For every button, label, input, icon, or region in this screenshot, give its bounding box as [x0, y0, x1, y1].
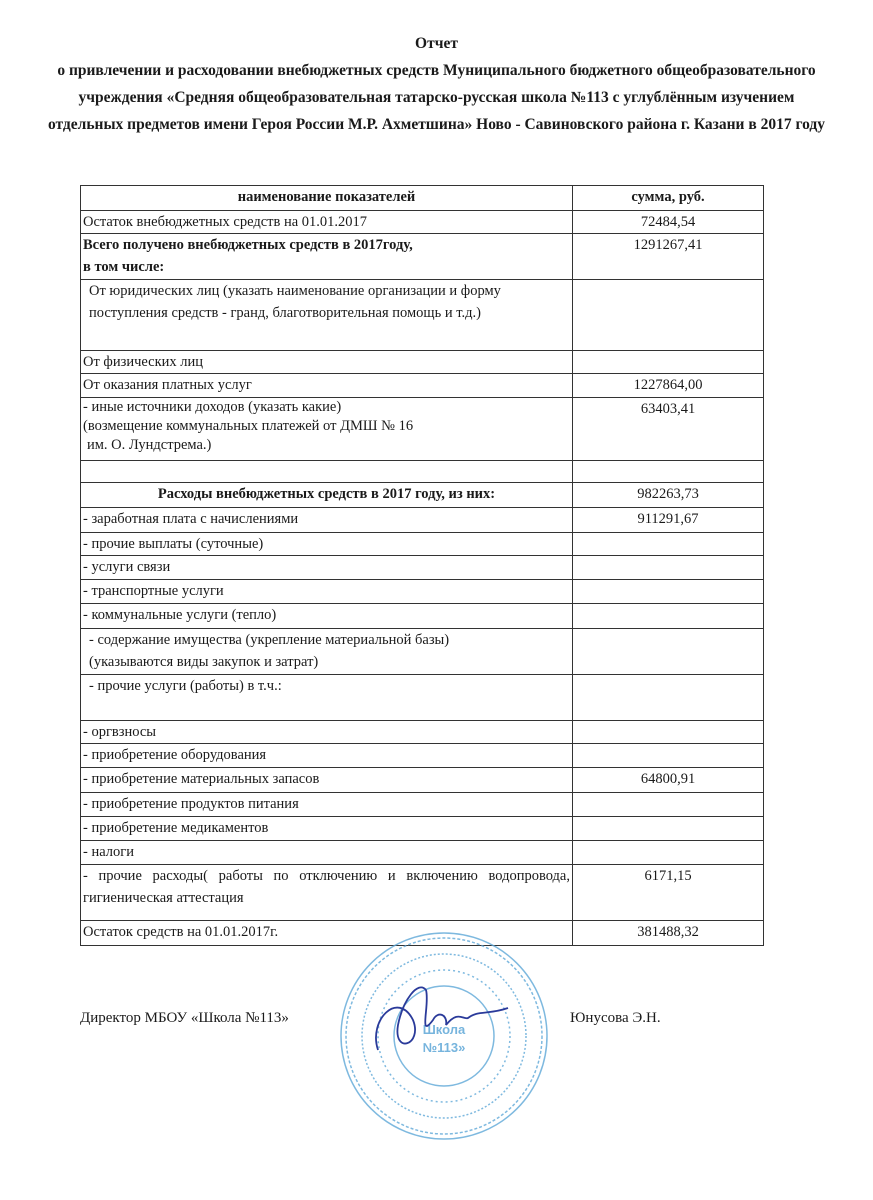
row-label: - приобретение продуктов питания — [81, 793, 573, 817]
table-row — [81, 865, 764, 921]
table-row — [81, 604, 764, 629]
row-amount: 1227864,00 — [573, 374, 764, 398]
table-row — [81, 461, 764, 483]
row-amount — [573, 744, 764, 768]
table-row — [81, 629, 764, 675]
row-amount — [573, 629, 764, 675]
row-amount: 911291,67 — [573, 508, 764, 533]
table-row — [81, 280, 764, 351]
header-indicator: наименование показателей — [81, 186, 573, 211]
table-row — [81, 483, 764, 508]
row-label: - транспортные услуги — [81, 580, 573, 604]
row-label — [81, 629, 573, 675]
row-label: - прочие выплаты (суточные) — [81, 533, 573, 556]
table-row — [81, 580, 764, 604]
table-row — [81, 793, 764, 817]
row-label: - налоги — [81, 841, 573, 865]
row-label-line: - содержание имущества (укрепление материальной базы) — [89, 632, 450, 648]
table-row — [81, 533, 764, 556]
row-label: - приобретение медикаментов — [81, 817, 573, 841]
svg-text:Школа: Школа — [422, 1022, 466, 1037]
row-amount — [573, 461, 764, 483]
table-row — [81, 817, 764, 841]
table-row — [81, 234, 764, 280]
row-amount: 64800,91 — [573, 768, 764, 793]
row-label — [81, 398, 573, 461]
row-amount — [573, 675, 764, 721]
row-label: Остаток внебюджетных средств на 01.01.2017 — [81, 211, 573, 234]
row-label: От юридических лиц (указать наименование организации и форму поступления средств - гранд, благотворительная помощь и т.д.) — [81, 280, 573, 351]
row-amount — [573, 841, 764, 865]
row-label: - прочие услуги (работы) в т.ч.: — [81, 675, 573, 721]
table-row — [81, 556, 764, 580]
table-row — [81, 744, 764, 768]
row-label: От физических лиц — [81, 351, 573, 374]
table-row — [81, 508, 764, 533]
row-label: - приобретение материальных запасов — [81, 768, 573, 793]
row-amount — [573, 604, 764, 629]
row-amount — [573, 580, 764, 604]
official-stamp-icon — [338, 930, 550, 1142]
table-row — [81, 351, 764, 374]
row-amount: 381488,32 — [573, 921, 764, 946]
report-table — [80, 185, 764, 946]
svg-text:№113»: №113» — [422, 1040, 466, 1055]
table-row — [81, 398, 764, 461]
row-label-line: Всего получено внебюджетных средств в 2017году, — [83, 237, 413, 253]
row-label: - приобретение оборудования — [81, 744, 573, 768]
row-amount — [573, 280, 764, 351]
row-amount — [573, 817, 764, 841]
row-amount: 1291267,41 — [573, 234, 764, 280]
row-amount: 6171,15 — [573, 865, 764, 921]
row-label — [81, 234, 573, 280]
row-amount: 63403,41 — [573, 398, 764, 461]
header-amount: сумма, руб. — [573, 186, 764, 211]
row-label: - заработная плата с начислениями — [81, 508, 573, 533]
table-row — [81, 211, 764, 234]
table-row — [81, 721, 764, 744]
row-amount — [573, 793, 764, 817]
row-label: От оказания платных услуг — [81, 374, 573, 398]
table-row — [81, 841, 764, 865]
row-amount — [573, 351, 764, 374]
row-label: - оргвзносы — [81, 721, 573, 744]
row-amount: 982263,73 — [573, 483, 764, 508]
row-amount — [573, 721, 764, 744]
row-label: - услуги связи — [81, 556, 573, 580]
director-name: Юнусова Э.Н. — [570, 1010, 661, 1026]
table-header-row — [81, 186, 764, 211]
row-label: Расходы внебюджетных средств в 2017 году, из них: — [81, 483, 573, 508]
row-amount — [573, 533, 764, 556]
row-label-line: - иные источники доходов (указать какие) — [83, 399, 342, 415]
table-row — [81, 374, 764, 398]
report-subtitle: о привлечении и расходовании внебюджетных средств Муниципального бюджетного общеобразовательного учреждения «Средняя общеобразовательная татарско-русская школа №113 с углублённым изучением отдельных предметов имени Героя России М.Р. Ахметшина» Ново - Савиновского района г. Казани в 2017 году — [47, 62, 826, 133]
row-label-line: (указываются виды закупок и затрат) — [89, 654, 319, 670]
row-label-line: (возмещение коммунальных платежей от ДМШ № 16 — [83, 418, 414, 434]
row-label: Остаток средств на 01.01.2017г. — [81, 921, 573, 946]
row-amount: 72484,54 — [573, 211, 764, 234]
row-label: - прочие расходы( работы по отключению и включению водопровода, гигиеническая аттестация — [81, 865, 573, 921]
row-label-line: им. О. Лундстрема.) — [87, 437, 212, 453]
row-label: - коммунальные услуги (тепло) — [81, 604, 573, 629]
row-label-line: в том числе: — [83, 259, 165, 275]
row-label — [81, 461, 573, 483]
report-title: Отчет — [415, 35, 458, 52]
table-row — [81, 768, 764, 793]
row-amount — [573, 556, 764, 580]
table-row — [81, 675, 764, 721]
director-position: Директор МБОУ «Школа №113» — [80, 1010, 289, 1026]
